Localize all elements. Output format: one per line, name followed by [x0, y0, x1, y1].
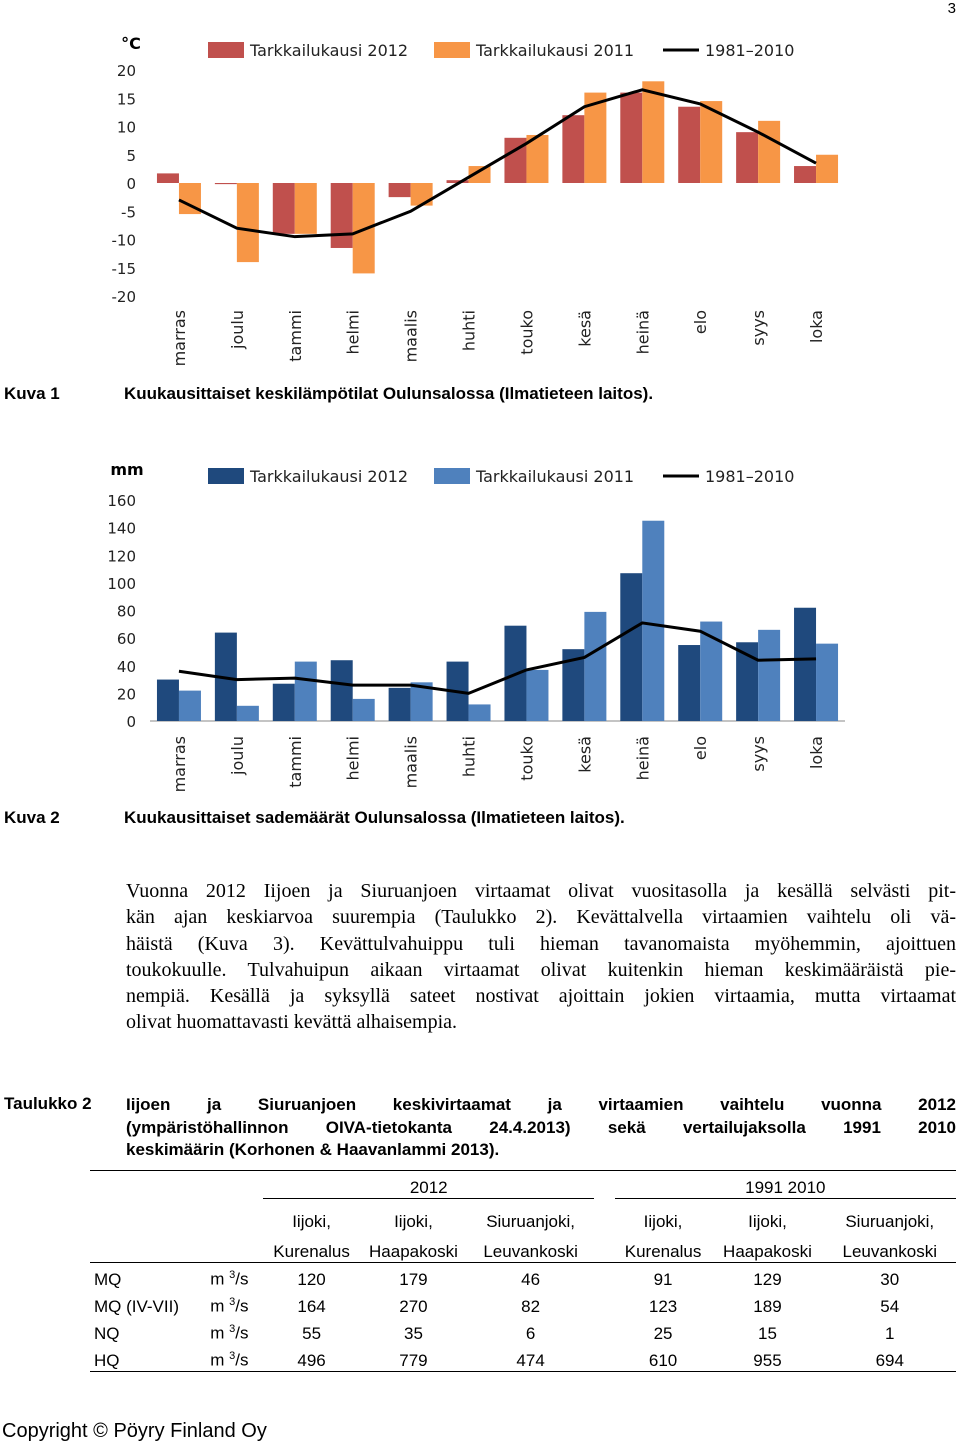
y-tick-label: 0 — [126, 713, 136, 731]
bar-2012 — [273, 684, 295, 721]
legend-swatch-2012 — [208, 468, 244, 484]
y-tick-label: 120 — [107, 547, 136, 566]
col-header-bottom: Haapakoski — [723, 1242, 812, 1261]
gap-cell — [594, 1344, 614, 1372]
x-category-label: helmi — [343, 736, 363, 781]
paragraph-line: Vuonna 2012 Iijoen ja Siuruanjoen virtaamat olivat vuositasolla ja kesällä selvästi pit- — [126, 880, 956, 902]
table-cell: 54 — [880, 1297, 900, 1316]
table-caption-label: Taulukko 2 — [4, 1094, 92, 1113]
table-cell: 6 — [525, 1324, 536, 1343]
x-category-label: marras — [169, 310, 189, 367]
y-unit-label: mm — [110, 460, 144, 479]
bar-2011 — [469, 704, 491, 721]
legend-swatch-2011 — [434, 468, 470, 484]
bar-2012 — [157, 680, 179, 721]
x-category-label: joulu — [227, 310, 247, 349]
body-paragraph — [126, 878, 956, 1036]
row-label: NQ — [94, 1324, 120, 1343]
row-unit: m $^3$/s — [210, 1350, 249, 1370]
col-header-bottom: Kurenalus — [273, 1242, 350, 1261]
bar-2011 — [179, 691, 201, 721]
bar-2011 — [237, 706, 259, 721]
bar-2012 — [562, 115, 584, 183]
col-header-top: Siuruanjoki, — [486, 1211, 576, 1231]
y-tick-label: 80 — [116, 602, 136, 621]
figure2-label: Kuva 2 — [4, 808, 60, 827]
x-category-label: marras — [169, 736, 189, 793]
y-tick-label: 15 — [116, 90, 136, 109]
legend-label-1981-2010: 1981–2010 — [705, 467, 795, 486]
y-tick-label: -10 — [111, 231, 136, 250]
y-tick-label: 60 — [116, 630, 136, 649]
col-header-top: Iijoki, — [748, 1211, 787, 1231]
x-category-label: kesä — [575, 310, 595, 347]
x-category-label: elo — [691, 310, 711, 335]
table-cell: 15 — [758, 1324, 777, 1343]
table-cell: 179 — [399, 1270, 428, 1289]
flow-table — [90, 1170, 956, 1372]
table-row — [90, 1317, 956, 1344]
y-tick-label: 0 — [126, 175, 136, 193]
bar-2011 — [642, 81, 664, 183]
table-row — [90, 1344, 956, 1372]
table-cell: 610 — [648, 1351, 678, 1370]
temperature-chart — [0, 20, 960, 380]
table-cell: 1 — [885, 1324, 895, 1343]
y-tick-label: 20 — [116, 62, 136, 80]
bar-2012 — [620, 93, 642, 183]
col-header-top: Iijoki, — [394, 1211, 433, 1231]
table-header-row-bottom — [90, 1232, 956, 1263]
x-category-label: heinä — [633, 310, 653, 355]
col-header-top: Siuruanjoki, — [845, 1211, 935, 1231]
x-category-label: joulu — [227, 736, 247, 775]
y-tick-label: 140 — [107, 519, 136, 538]
row-unit: m $^3$/s — [210, 1323, 249, 1343]
y-tick-label: -5 — [121, 203, 136, 222]
table-row — [90, 1290, 956, 1317]
gap-cell — [594, 1317, 614, 1344]
bar-2012 — [331, 183, 353, 248]
bar-2012 — [678, 107, 700, 183]
x-category-label: touko — [517, 736, 537, 781]
x-category-label: helmi — [343, 310, 363, 355]
precipitation-chart-svg — [0, 450, 960, 805]
table-cell: 270 — [399, 1297, 428, 1316]
gap-cell — [594, 1263, 614, 1291]
table-cell: 46 — [521, 1270, 541, 1289]
table-cell: 123 — [648, 1297, 678, 1316]
table-cell: 164 — [297, 1297, 326, 1316]
row-label: MQ — [94, 1270, 122, 1289]
y-tick-label: -20 — [111, 288, 136, 306]
table-cell: 694 — [875, 1351, 904, 1370]
y-tick-label: 10 — [116, 118, 136, 137]
table-caption-line: Iijoen ja Siuruanjoen keskivirtaamat ja virtaamien vaihtelu vuonna 2012 — [126, 1095, 956, 1114]
table-cell: 955 — [753, 1351, 782, 1370]
x-category-label: touko — [517, 310, 537, 355]
y-tick-label: -15 — [111, 259, 136, 278]
col-header-bottom: Leuvankoski — [842, 1242, 937, 1261]
legend-label-2011: Tarkkailukausi 2011 — [476, 467, 635, 486]
paragraph-line: häistä (Kuva 3). Kevättulvahuippu tuli hieman tavanomaista myöhemmin, ajoittuen — [126, 932, 956, 955]
x-category-label: tammi — [285, 736, 305, 788]
x-category-label: elo — [691, 736, 711, 761]
bar-2012 — [389, 183, 411, 197]
precipitation-chart — [0, 450, 960, 805]
table-caption-line: (ympäristöhallinnon OIVA-tietokanta 24.4.2013) sekä vertailujaksolla 1991 2010 — [126, 1117, 956, 1137]
table-header-row-top — [90, 1199, 956, 1232]
figure1-caption: Kuukausittaiset keskilämpötilat Oulunsalossa (Ilmatieteen laitos). — [124, 384, 654, 403]
legend-label-2012: Tarkkailukausi 2012 — [250, 467, 409, 486]
bar-2011 — [295, 183, 317, 234]
group-header-reference: 1991 2010 — [615, 1171, 956, 1199]
col-header-top: Iijoki, — [643, 1211, 683, 1231]
table-caption — [126, 1094, 956, 1162]
x-category-label: heinä — [633, 736, 653, 781]
bar-2011 — [758, 630, 780, 721]
bar-2012 — [736, 132, 758, 183]
table-cell: 129 — [753, 1270, 782, 1289]
bar-2011 — [237, 183, 259, 262]
bar-2011 — [584, 612, 606, 721]
table-row — [90, 1263, 956, 1291]
y-tick-label: 40 — [116, 657, 136, 676]
bar-2012 — [678, 645, 700, 721]
legend-swatch-2011 — [434, 42, 470, 58]
bar-2012 — [794, 166, 816, 183]
bar-2012 — [794, 608, 816, 721]
bar-2012 — [215, 183, 237, 184]
row-unit: m $^3$/s — [210, 1269, 249, 1289]
bar-2011 — [411, 183, 433, 206]
table-caption-line: keskimäärin (Korhonen & Haavanlammi 2013). — [126, 1140, 500, 1159]
table-cell: 496 — [297, 1351, 326, 1370]
bar-2011 — [353, 699, 375, 721]
x-category-label: huhti — [459, 736, 479, 778]
legend-swatch-2012 — [208, 42, 244, 58]
figure1-label: Kuva 1 — [4, 384, 60, 403]
col-header-bottom: Haapakoski — [369, 1242, 458, 1261]
col-header-top: Iijoki, — [292, 1211, 331, 1231]
table-cell: 30 — [880, 1270, 900, 1289]
x-category-label: maalis — [401, 736, 421, 789]
y-tick-label: 20 — [116, 685, 136, 704]
x-category-label: loka — [807, 310, 827, 344]
x-category-label: tammi — [285, 310, 305, 362]
legend-label-2012: Tarkkailukausi 2012 — [250, 41, 409, 60]
col-header-bottom: Leuvankoski — [483, 1242, 578, 1261]
y-unit-label: °C — [121, 34, 141, 53]
table-group-header-row — [90, 1171, 956, 1199]
x-category-label: maalis — [401, 310, 421, 363]
table-cell: 55 — [302, 1324, 322, 1343]
table-cell: 189 — [753, 1297, 782, 1316]
x-category-label: syys — [749, 736, 769, 772]
bar-2012 — [273, 183, 295, 234]
paragraph-line: nempiä. Kesällä ja syksyllä sateet nostivat ajoittain jokien virtaamia, mutta virtaamat — [126, 985, 956, 1008]
bar-2012 — [331, 660, 353, 721]
table-cell: 91 — [653, 1270, 673, 1289]
bar-2011 — [642, 521, 664, 721]
bar-2012 — [620, 573, 642, 721]
paragraph-line: toukokuulle. Tulvahuipun aikaan virtaamat olivat kuitenkin hieman keskimääräistä pie- — [126, 958, 956, 981]
x-category-label: huhti — [459, 309, 479, 352]
table-cell: 25 — [653, 1324, 673, 1343]
page-number: 3 — [947, 0, 956, 17]
bar-2011 — [758, 121, 780, 183]
table-cell: 82 — [521, 1297, 541, 1316]
bar-2011 — [295, 662, 317, 721]
bar-2011 — [816, 155, 838, 183]
row-label: HQ — [94, 1351, 120, 1370]
bar-2011 — [816, 644, 838, 721]
figure2-caption: Kuukausittaiset sademäärät Oulunsalossa (Ilmatieteen laitos). — [124, 808, 625, 827]
bar-2012 — [389, 688, 411, 721]
row-label: MQ (IV-VII) — [94, 1297, 179, 1316]
bar-2011 — [526, 670, 548, 721]
legend-label-2011: Tarkkailukausi 2011 — [476, 41, 635, 60]
temperature-chart-svg — [0, 20, 960, 380]
row-unit: m $^3$/s — [210, 1296, 249, 1316]
table-cell: 35 — [403, 1324, 423, 1343]
x-category-label: loka — [807, 736, 827, 770]
y-tick-label: 160 — [107, 492, 136, 510]
table-cell: 120 — [297, 1270, 326, 1289]
x-category-label: syys — [749, 310, 769, 346]
footer-copyright: Copyright © Pöyry Finland Oy — [2, 1420, 267, 1442]
paragraph-line: kän ajan keskiarvoa suurempia (Taulukko 2). Kevättalvella virtaamien vaihtelu oli vä- — [126, 906, 956, 929]
x-category-label: kesä — [575, 736, 595, 773]
legend-label-1981-2010: 1981–2010 — [705, 41, 795, 60]
table-cell: 474 — [516, 1351, 545, 1370]
group-header-2012: 2012 — [263, 1171, 594, 1199]
bar-2012 — [157, 173, 179, 183]
paragraph-line: olivat huomattavasti kevättä alhaisempia. — [126, 1011, 458, 1034]
gap-cell — [594, 1290, 614, 1317]
col-header-bottom: Kurenalus — [624, 1242, 702, 1261]
y-tick-label: 100 — [107, 574, 136, 593]
table-cell: 779 — [399, 1351, 428, 1370]
y-tick-label: 5 — [126, 146, 136, 165]
